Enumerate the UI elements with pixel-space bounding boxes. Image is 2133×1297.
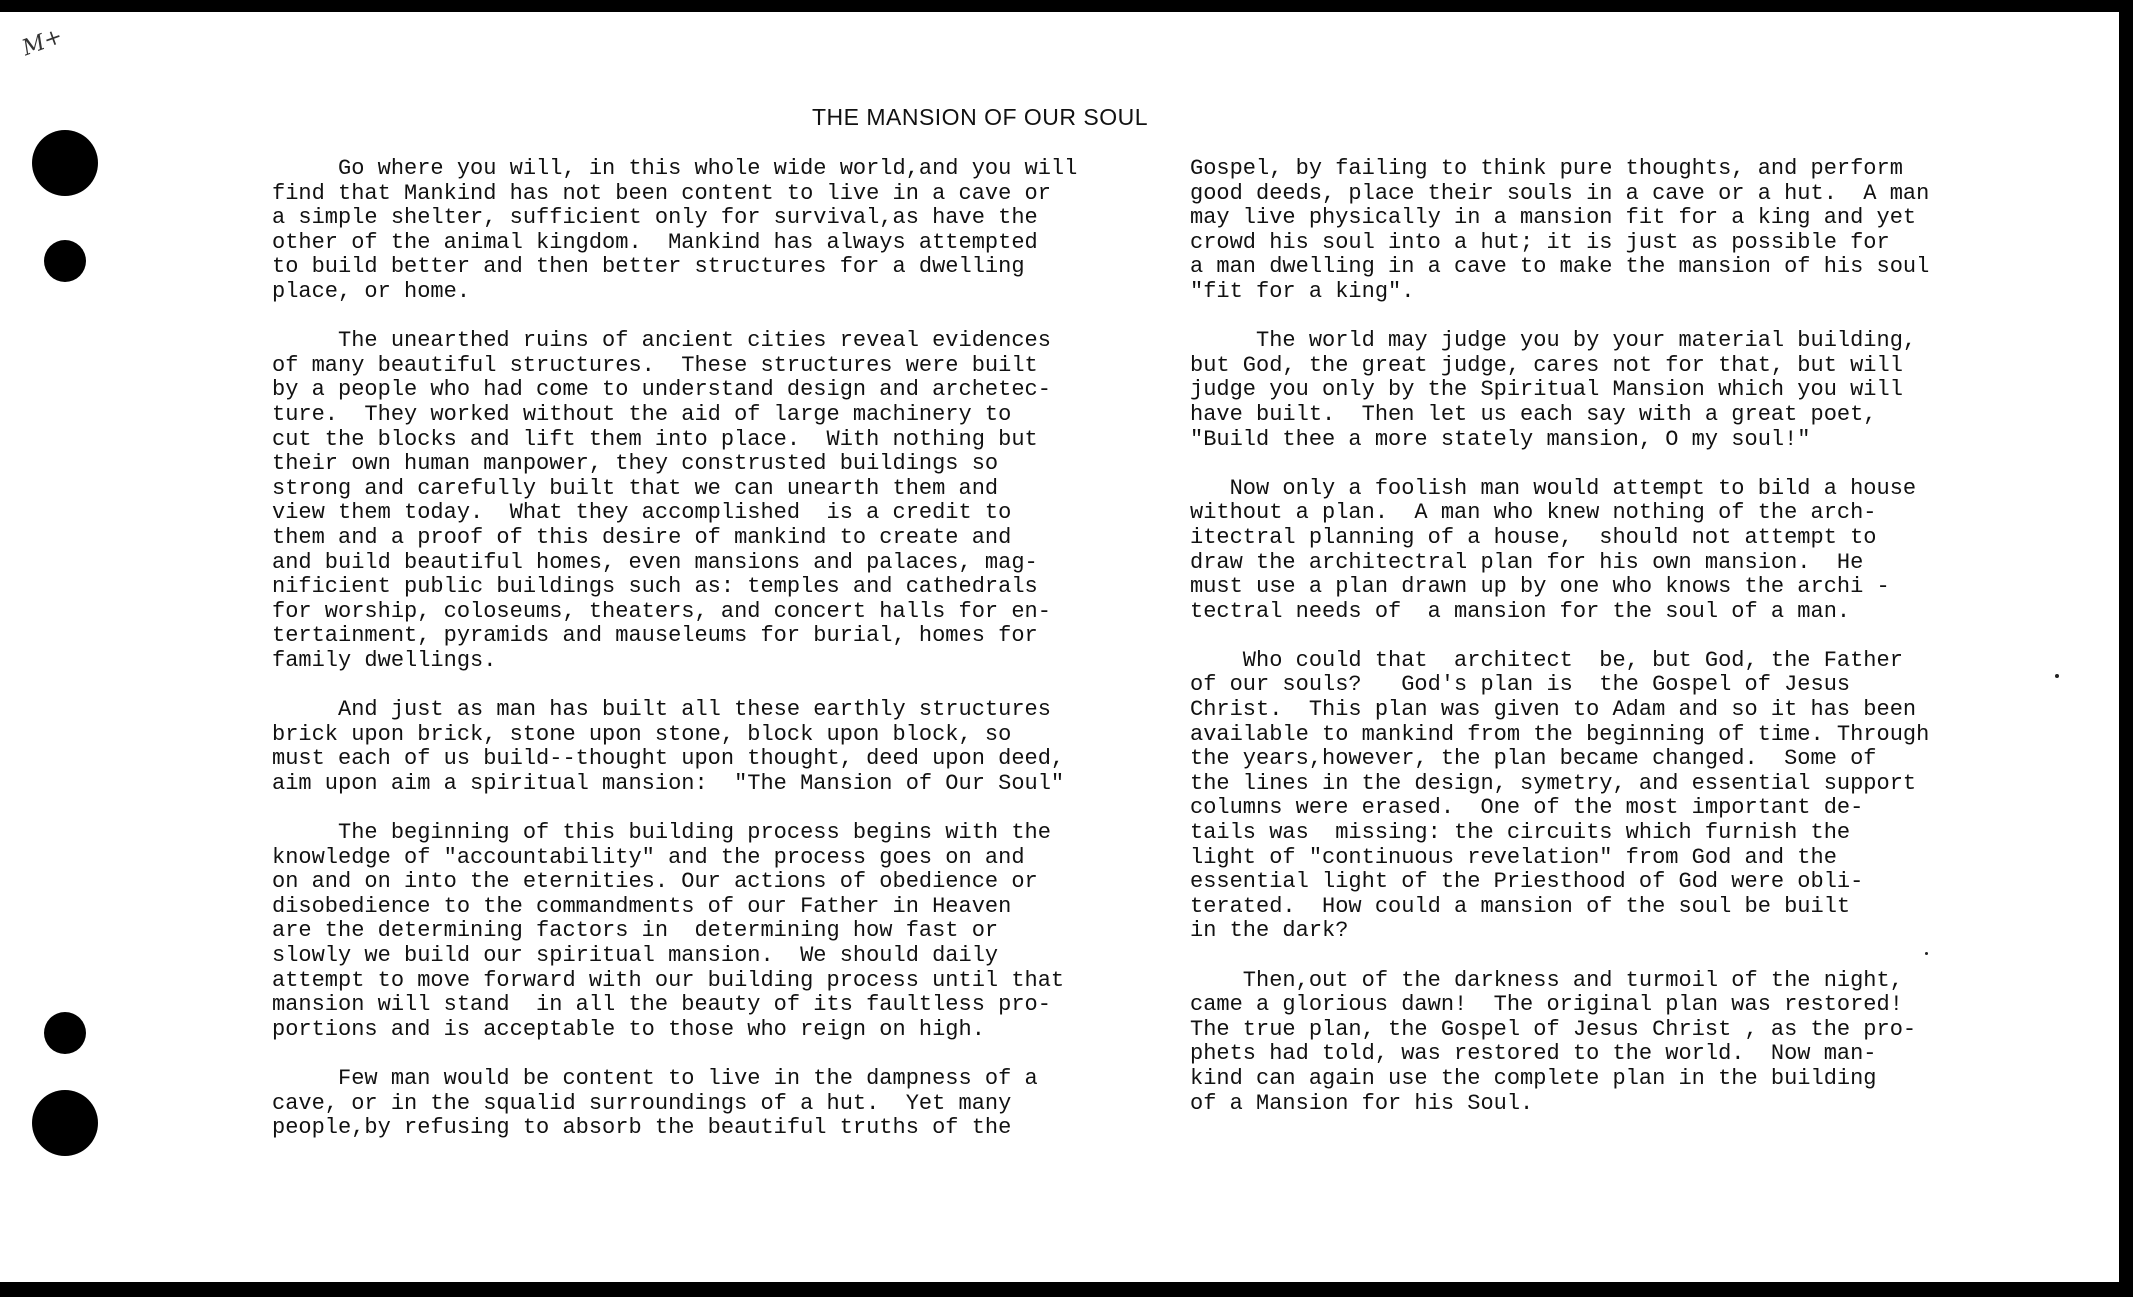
left-paragraph	[272, 329, 1182, 673]
right-paragraph	[1190, 477, 2040, 625]
text-line: place, or home.	[272, 278, 471, 304]
text-line: must use a plan drawn up by one who knows the archi -	[1190, 574, 1890, 600]
text-line: must each of us build--thought upon thought, deed upon deed,	[272, 746, 1065, 772]
text-line: without a plan. A man who knew nothing of the arch-	[1190, 500, 1877, 526]
text-line: of a Mansion for his Soul.	[1190, 1090, 1534, 1116]
right-paragraph	[1190, 329, 2040, 452]
text-line: available to mankind from the beginning of time. Through	[1190, 721, 1930, 747]
text-line: Gospel, by failing to think pure thoughts, and perform	[1190, 156, 1903, 181]
text-line: of our souls? God's plan is the Gospel of Jesus	[1190, 672, 1851, 698]
text-line: the years,however, the plan became changed. Some of	[1190, 746, 1877, 772]
text-line: Few man would be content to live in the dampness of a	[272, 1065, 1038, 1091]
left-paragraph	[272, 157, 1182, 305]
text-line: cut the blocks and lift them into place. With nothing but	[272, 426, 1038, 452]
text-line: strong and carefully built that we can unearth them and	[272, 475, 999, 501]
text-line: may live physically in a mansion fit for a king and yet	[1190, 205, 1917, 231]
right-paragraph	[1190, 969, 2040, 1117]
text-line: other of the animal kingdom. Mankind has always attempted	[272, 229, 1038, 255]
text-line: on and on into the eternities. Our actions of obedience or	[272, 869, 1038, 895]
text-line: "fit for a king".	[1190, 278, 1415, 304]
text-line: mansion will stand in all the beauty of its faultless pro-	[272, 992, 1051, 1018]
text-line: Who could that architect be, but God, the Father	[1190, 647, 1903, 673]
text-line: kind can again use the complete plan in the building	[1190, 1065, 1877, 1091]
text-line: And just as man has built all these earthly structures	[272, 697, 1051, 723]
text-line: Now only a foolish man would attempt to bild a house	[1190, 475, 1917, 501]
text-line: for worship, coloseums, theaters, and concert halls for en-	[272, 598, 1051, 624]
text-line: "Build thee a more stately mansion, O my soul!"	[1190, 426, 1811, 452]
text-line: a simple shelter, sufficient only for survival,as have the	[272, 205, 1038, 231]
speck-mark	[1925, 952, 1928, 955]
text-line: portions and is acceptable to those who reign on high.	[272, 1016, 985, 1042]
text-line: Go where you will, in this whole wide world,and you will	[272, 156, 1078, 181]
text-line: Then,out of the darkness and turmoil of the night,	[1190, 967, 1903, 993]
text-line: cave, or in the squalid surroundings of a hut. Yet many	[272, 1090, 1012, 1116]
text-line: and build beautiful homes, even mansions and palaces, mag-	[272, 549, 1038, 575]
text-line: draw the architectral plan for his own mansion. He	[1190, 549, 1864, 575]
binder-hole	[44, 240, 86, 282]
text-line: to build better and then better structures for a dwelling	[272, 254, 1025, 280]
text-line: phets had told, was restored to the world. Now man-	[1190, 1041, 1877, 1067]
text-line: tails was missing: the circuits which furnish the	[1190, 820, 1851, 846]
text-line: by a people who had come to understand design and archetec-	[272, 377, 1051, 403]
text-line: family dwellings.	[272, 647, 497, 673]
text-line: light of "continuous revelation" from God and the	[1190, 844, 1837, 870]
text-line: knowledge of "accountability" and the process goes on and	[272, 844, 1025, 870]
text-line: view them today. What they accomplished is a credit to	[272, 500, 1012, 526]
text-line: brick upon brick, stone upon stone, block upon block, so	[272, 721, 1012, 747]
left-text-column	[272, 157, 1182, 1165]
text-line: columns were erased. One of the most important de-	[1190, 795, 1864, 821]
right-text-column	[1190, 157, 2040, 1141]
text-line: them and a proof of this desire of mankind to create and	[272, 524, 1012, 550]
right-paragraph	[1190, 649, 2040, 944]
text-line: disobedience to the commandments of our Father in Heaven	[272, 893, 1012, 919]
text-line: in the dark?	[1190, 918, 1349, 944]
text-line: The true plan, the Gospel of Jesus Christ , as the pro-	[1190, 1016, 1917, 1042]
text-line: are the determining factors in determining how fast or	[272, 918, 999, 944]
text-line: terated. How could a mansion of the soul be built	[1190, 893, 1851, 919]
left-paragraph	[272, 1067, 1182, 1141]
text-line: slowly we build our spiritual mansion. We should daily	[272, 943, 999, 968]
text-line: find that Mankind has not been content to live in a cave or	[272, 180, 1051, 206]
text-line: itectral planning of a house, should not attempt to	[1190, 524, 1877, 550]
binder-hole	[32, 130, 98, 196]
document-page	[0, 12, 2119, 1282]
text-line: crowd his soul into a hut; it is just as possible for	[1190, 229, 1890, 255]
page-title: THE MANSION OF OUR SOUL	[811, 104, 1149, 130]
binder-hole	[32, 1090, 98, 1156]
right-paragraph	[1190, 157, 2040, 305]
text-line: a man dwelling in a cave to make the mansion of his soul	[1190, 254, 1930, 280]
text-line: The beginning of this building process begins with the	[272, 820, 1051, 846]
text-line: have built. Then let us each say with a great poet,	[1190, 401, 1877, 427]
text-line: aim upon aim a spiritual mansion: "The Mansion of Our Soul"	[272, 770, 1065, 796]
text-line: people,by refusing to absorb the beautiful truths of the	[272, 1115, 1012, 1141]
text-line: attempt to move forward with our building process until that	[272, 967, 1065, 993]
handwritten-corner-mark: M+	[18, 23, 67, 62]
text-line: ture. They worked without the aid of large machinery to	[272, 401, 1012, 427]
text-line: judge you only by the Spiritual Mansion which you will	[1190, 377, 1903, 403]
text-line: tertainment, pyramids and mauseleums for burial, homes for	[272, 623, 1038, 649]
scan-border	[0, 1282, 2133, 1297]
left-paragraph	[272, 821, 1182, 1042]
text-line: their own human manpower, they construsted buildings so	[272, 451, 999, 477]
text-line: came a glorious dawn! The original plan was restored!	[1190, 992, 1903, 1018]
text-line: The world may judge you by your material building,	[1190, 328, 1917, 354]
text-line: essential light of the Priesthood of God were obli-	[1190, 869, 1864, 895]
text-line: nificient public buildings such as: temples and cathedrals	[272, 574, 1038, 600]
text-line: The unearthed ruins of ancient cities reveal evidences	[272, 328, 1051, 354]
binder-hole	[44, 1012, 86, 1054]
left-paragraph	[272, 698, 1182, 796]
text-line: tectral needs of a mansion for the soul of a man.	[1190, 598, 1851, 624]
text-line: Christ. This plan was given to Adam and so it has been	[1190, 697, 1917, 723]
text-line: but God, the great judge, cares not for that, but will	[1190, 352, 1903, 378]
text-line: the lines in the design, symetry, and essential support	[1190, 770, 1917, 796]
text-line: good deeds, place their souls in a cave or a hut. A man	[1190, 180, 1930, 206]
speck-mark	[2055, 674, 2059, 678]
text-line: of many beautiful structures. These structures were built	[272, 352, 1038, 378]
